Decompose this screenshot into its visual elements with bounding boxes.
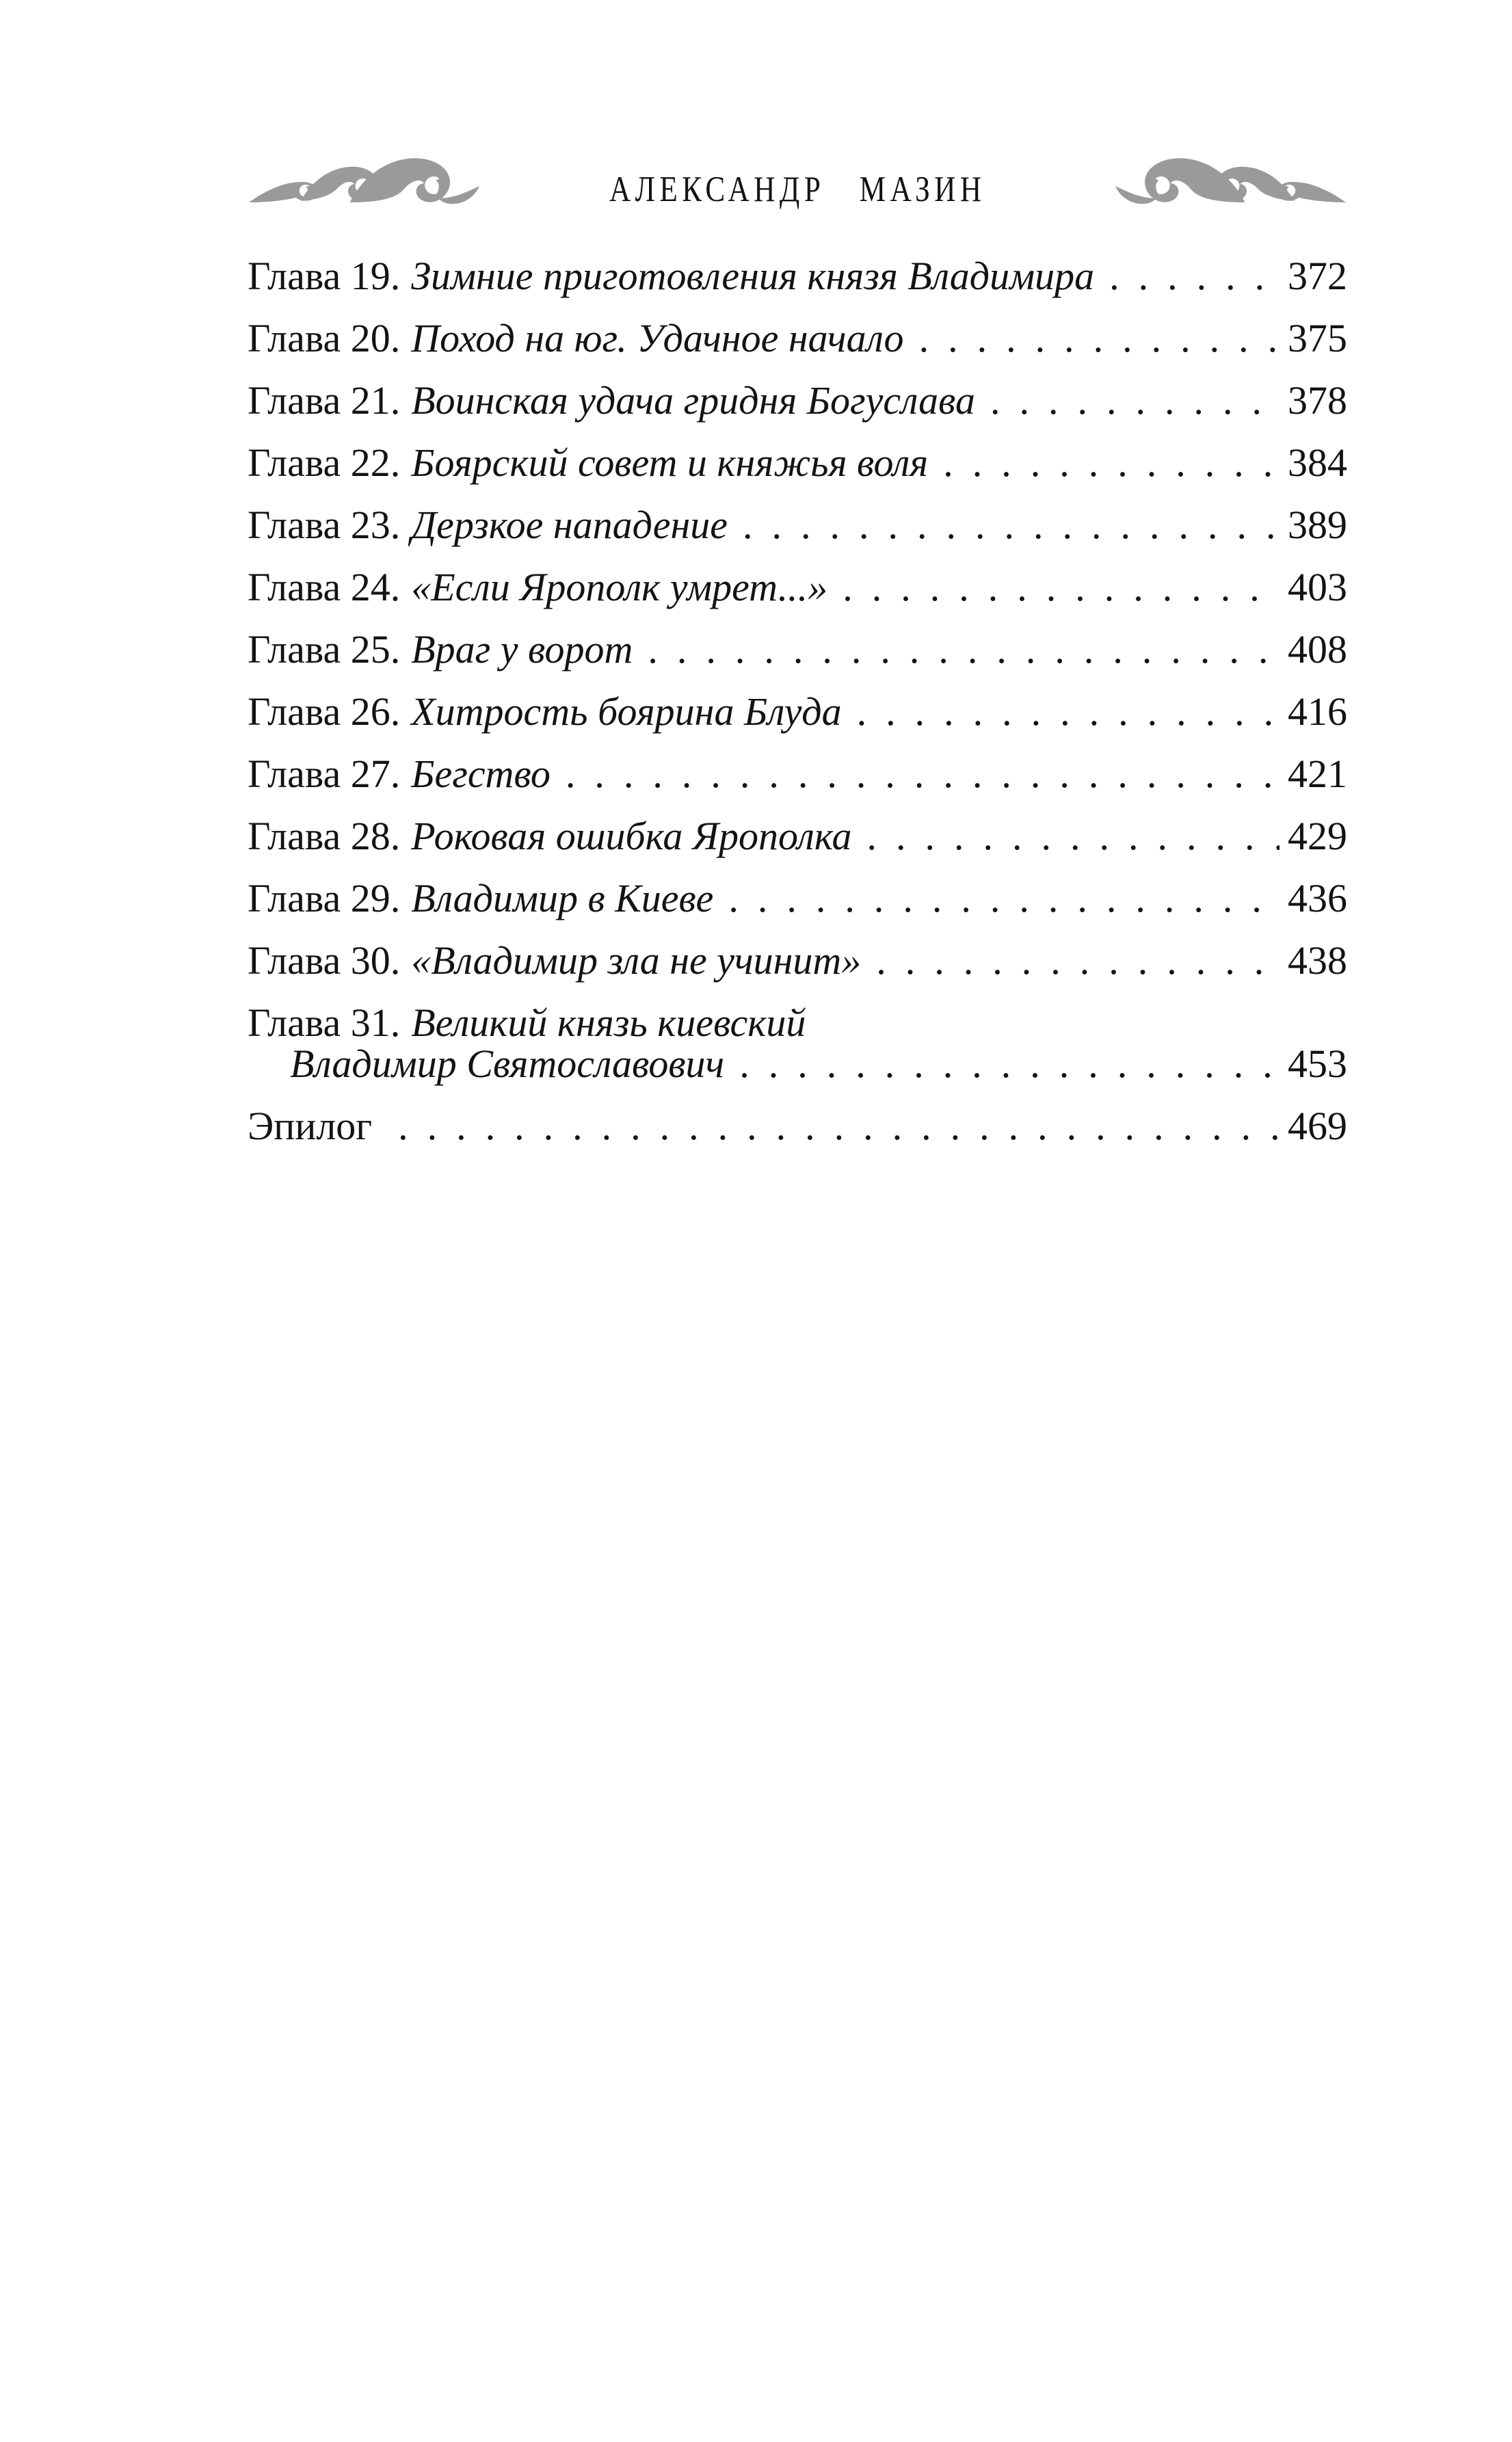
chapter-title: Поход на юг. Удачное начало <box>411 316 904 360</box>
dot-leader <box>739 1044 1279 1085</box>
toc-entry <box>248 380 1347 421</box>
chapter-label: Глава 19. <box>248 254 401 298</box>
chapter-title: Воинская удача гридня Богуслава <box>411 378 975 423</box>
toc-entry <box>248 754 1347 795</box>
dot-leader <box>1109 256 1279 297</box>
chapter-title: Бегство <box>411 752 551 796</box>
chapter-label: Глава 28. <box>248 814 401 858</box>
chapter-title: «Владимир зла не учинит» <box>411 938 862 983</box>
chapter-title: Враг у ворот <box>411 627 633 672</box>
toc-entry <box>248 505 1347 546</box>
table-of-contents <box>248 256 1347 1168</box>
page-number: 421 <box>1288 752 1347 796</box>
chapter-label: Глава 30. <box>248 938 401 983</box>
toc-entry-line-1 <box>248 1000 1347 1045</box>
page-number: 469 <box>1288 1104 1347 1148</box>
toc-entry <box>248 318 1347 359</box>
toc-entry <box>248 940 1347 981</box>
dot-leader <box>867 816 1279 857</box>
chapter-title: Роковая ошибка Ярополка <box>411 814 852 858</box>
dot-leader <box>728 878 1279 919</box>
dot-leader <box>943 442 1279 483</box>
dot-leader <box>990 380 1279 421</box>
dot-leader <box>857 691 1279 732</box>
toc-entry <box>248 816 1347 857</box>
page-number: 378 <box>1288 378 1347 423</box>
toc-entry-line-2 <box>248 1041 1347 1086</box>
page-number: 453 <box>1288 1041 1347 1086</box>
chapter-title: Великий князь киевский <box>411 1000 806 1045</box>
page-number: 408 <box>1288 627 1347 672</box>
page-number: 389 <box>1288 503 1347 547</box>
toc-entry <box>248 442 1347 483</box>
author-name: АЛЕКСАНДР МАЗИН <box>609 170 986 210</box>
chapter-label: Глава 24. <box>248 565 401 609</box>
page-number: 429 <box>1288 814 1347 858</box>
chapter-label: Глава 21. <box>248 378 401 423</box>
flourish-ornament-right <box>1112 155 1347 212</box>
toc-entry <box>248 629 1347 670</box>
toc-entry-epilogue <box>248 1106 1347 1147</box>
dot-leader <box>876 940 1279 981</box>
chapter-label: Глава 23. <box>248 503 401 547</box>
dot-leader <box>648 629 1279 670</box>
chapter-label: Глава 20. <box>248 316 401 360</box>
chapter-title: Хитрость боярина Блуда <box>411 689 842 734</box>
chapter-label: Глава 27. <box>248 752 401 796</box>
chapter-label: Глава 25. <box>248 627 401 672</box>
page-header <box>248 155 1347 213</box>
page-number: 436 <box>1288 876 1347 920</box>
chapter-title: Дерзкое нападение <box>411 503 728 547</box>
dot-leader <box>919 318 1279 359</box>
toc-entry <box>248 256 1347 297</box>
dot-leader <box>398 1106 1279 1147</box>
page-number: 384 <box>1288 440 1347 485</box>
chapter-title: «Если Ярополк умрет...» <box>411 565 828 609</box>
dot-leader <box>566 754 1279 795</box>
chapter-title-continued: Владимир Святославович <box>290 1041 725 1086</box>
author-header <box>483 155 1112 213</box>
chapter-label: Глава 29. <box>248 876 401 920</box>
chapter-label: Глава 22. <box>248 440 401 485</box>
toc-entry <box>248 878 1347 919</box>
dot-leader <box>743 505 1279 546</box>
dot-leader <box>843 567 1279 608</box>
chapter-label: Глава 26. <box>248 689 401 734</box>
toc-entry <box>248 1000 1347 1086</box>
page-number: 375 <box>1288 316 1347 360</box>
chapter-title: Боярский совет и княжья воля <box>411 440 929 485</box>
flourish-ornament-left <box>248 155 483 212</box>
page-number: 372 <box>1288 254 1347 298</box>
toc-entry <box>248 567 1347 608</box>
page-number: 416 <box>1288 689 1347 734</box>
toc-entry <box>248 691 1347 732</box>
chapter-title: Владимир в Киеве <box>411 876 714 920</box>
chapter-title: Зимние приготовления князя Владимира <box>411 254 1095 298</box>
page-number: 403 <box>1288 565 1347 609</box>
page-number: 438 <box>1288 938 1347 983</box>
chapter-label: Эпилог <box>248 1104 373 1148</box>
chapter-label: Глава 31. <box>248 1000 401 1045</box>
